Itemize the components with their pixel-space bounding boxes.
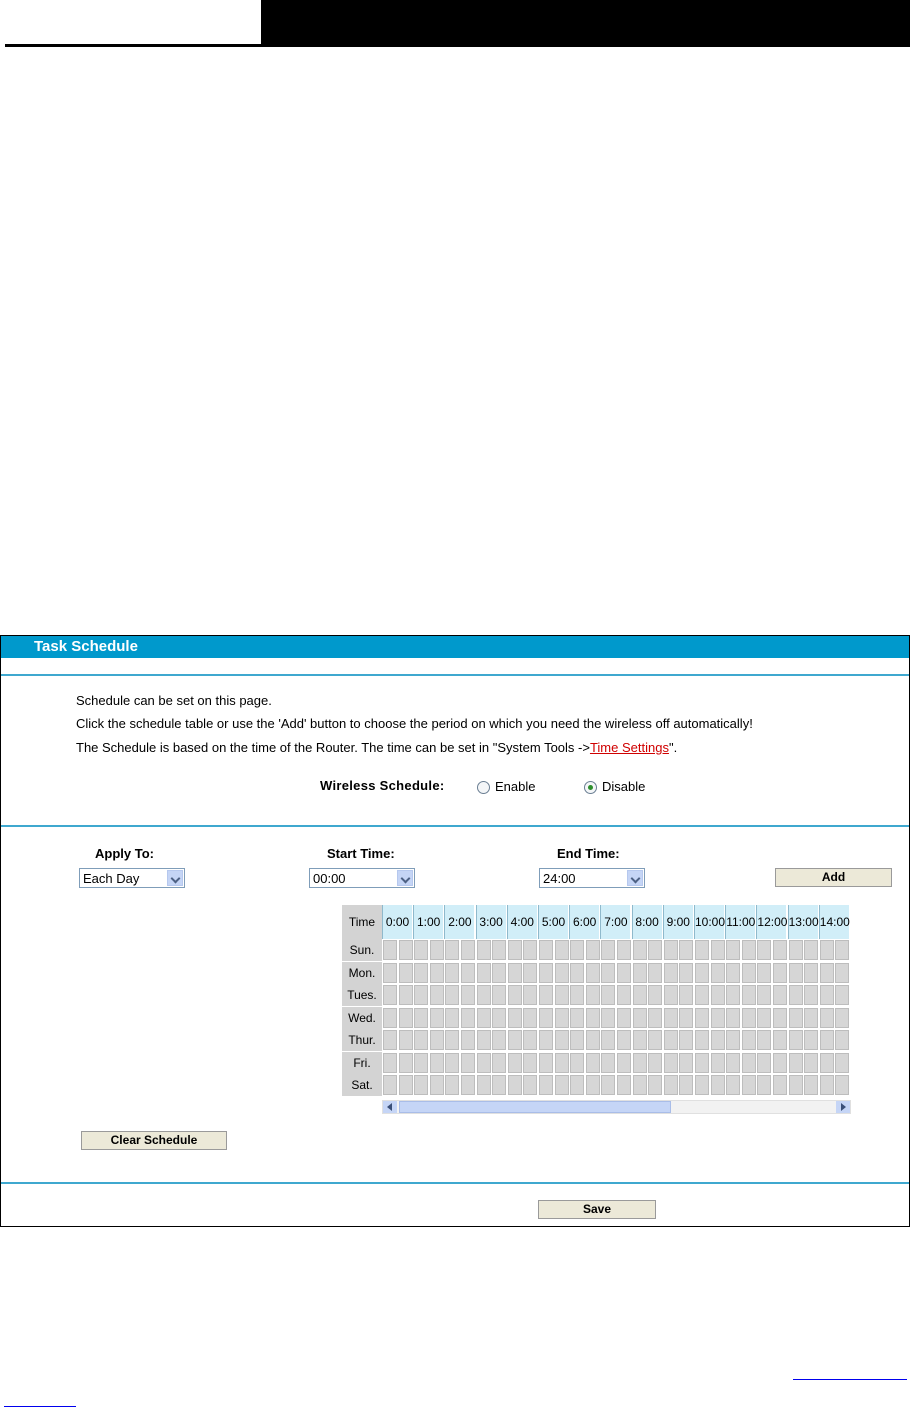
schedule-cell[interactable] (477, 1075, 491, 1095)
schedule-cell[interactable] (539, 963, 553, 983)
schedule-cell[interactable] (477, 963, 491, 983)
schedule-cell[interactable] (679, 1008, 693, 1028)
schedule-cell[interactable] (492, 1053, 506, 1073)
schedule-cell[interactable] (601, 1053, 615, 1073)
schedule-cell[interactable] (617, 1075, 631, 1095)
schedule-cell[interactable] (633, 985, 647, 1005)
schedule-cell[interactable] (617, 1008, 631, 1028)
schedule-cell[interactable] (555, 985, 569, 1005)
schedule-cell[interactable] (586, 1075, 600, 1095)
schedule-cell[interactable] (789, 1075, 803, 1095)
schedule-cell[interactable] (679, 1030, 693, 1050)
schedule-cell[interactable] (757, 1053, 771, 1073)
schedule-cell[interactable] (773, 963, 787, 983)
schedule-cell[interactable] (617, 940, 631, 960)
schedule-cell[interactable] (492, 1075, 506, 1095)
schedule-cell[interactable] (695, 940, 709, 960)
schedule-cell[interactable] (648, 1075, 662, 1095)
schedule-cell[interactable] (539, 940, 553, 960)
schedule-cell[interactable] (399, 1030, 413, 1050)
schedule-cell[interactable] (414, 985, 428, 1005)
schedule-cell[interactable] (648, 1008, 662, 1028)
schedule-cell[interactable] (617, 1030, 631, 1050)
schedule-cell[interactable] (445, 940, 459, 960)
schedule-cell[interactable] (601, 1030, 615, 1050)
schedule-cell[interactable] (508, 940, 522, 960)
schedule-cell[interactable] (477, 1008, 491, 1028)
schedule-cell[interactable] (711, 1008, 725, 1028)
divider-top (1, 674, 909, 676)
schedule-cell[interactable] (664, 940, 678, 960)
schedule-cell[interactable] (773, 1008, 787, 1028)
schedule-cell[interactable] (757, 940, 771, 960)
day-label: Fri. (342, 1052, 382, 1074)
schedule-cell[interactable] (445, 985, 459, 1005)
schedule-cell[interactable] (773, 985, 787, 1005)
hour-header: 1:00 (413, 905, 443, 939)
schedule-cell[interactable] (820, 1008, 834, 1028)
schedule-cell[interactable] (633, 940, 647, 960)
schedule-cell[interactable] (695, 1075, 709, 1095)
schedule-cell[interactable] (617, 1053, 631, 1073)
clear-schedule-button[interactable]: Clear Schedule (81, 1131, 227, 1150)
schedule-cell[interactable] (648, 985, 662, 1005)
schedule-cell[interactable] (633, 963, 647, 983)
schedule-cell[interactable] (679, 1075, 693, 1095)
schedule-cell[interactable] (742, 1075, 756, 1095)
schedule-cell[interactable] (477, 985, 491, 1005)
schedule-cell[interactable] (445, 1008, 459, 1028)
divider-middle (1, 825, 909, 827)
schedule-cell[interactable] (648, 1030, 662, 1050)
schedule-cell[interactable] (523, 985, 537, 1005)
schedule-cell[interactable] (430, 1075, 444, 1095)
schedule-cell[interactable] (445, 1053, 459, 1073)
day-label: Sat. (342, 1074, 382, 1096)
hour-header: 3:00 (476, 905, 506, 939)
schedule-cell[interactable] (695, 1008, 709, 1028)
schedule-cell[interactable] (508, 985, 522, 1005)
schedule-cell[interactable] (414, 940, 428, 960)
schedule-cell[interactable] (820, 940, 834, 960)
hour-header: 5:00 (538, 905, 568, 939)
top-rule (5, 44, 261, 47)
schedule-cell[interactable] (461, 1075, 475, 1095)
schedule-cell[interactable] (586, 1008, 600, 1028)
schedule-cell[interactable] (555, 1075, 569, 1095)
schedule-cell[interactable] (430, 1008, 444, 1028)
day-label: Tues. (342, 984, 382, 1006)
schedule-cell[interactable] (570, 963, 584, 983)
schedule-cell[interactable] (570, 1030, 584, 1050)
schedule-cell[interactable] (711, 1030, 725, 1050)
schedule-cell[interactable] (726, 1008, 740, 1028)
schedule-cell[interactable] (461, 985, 475, 1005)
wireless-schedule-enable-radio[interactable] (477, 781, 490, 794)
chevron-down-icon[interactable] (167, 870, 183, 886)
schedule-cell[interactable] (820, 1053, 834, 1073)
schedule-cell[interactable] (695, 1030, 709, 1050)
schedule-cell[interactable] (742, 1030, 756, 1050)
schedule-cell[interactable] (414, 1053, 428, 1073)
scroll-left-arrow[interactable] (383, 1101, 397, 1113)
schedule-cell[interactable] (399, 1075, 413, 1095)
schedule-cell[interactable] (477, 940, 491, 960)
schedule-cell[interactable] (430, 1030, 444, 1050)
schedule-cell[interactable] (773, 1030, 787, 1050)
schedule-cell[interactable] (757, 963, 771, 983)
schedule-cell[interactable] (617, 963, 631, 983)
apply-to-value: Each Day (83, 871, 140, 886)
day-label: Mon. (342, 962, 382, 984)
schedule-cell[interactable] (742, 963, 756, 983)
schedule-cell[interactable] (430, 940, 444, 960)
schedule-cell[interactable] (789, 963, 803, 983)
schedule-cell[interactable] (679, 940, 693, 960)
time-header: Time (342, 905, 382, 939)
schedule-cell[interactable] (523, 1008, 537, 1028)
schedule-cell[interactable] (555, 1008, 569, 1028)
schedule-cell[interactable] (804, 1053, 818, 1073)
arrow-right-icon (841, 1103, 846, 1111)
schedule-cell[interactable] (695, 985, 709, 1005)
schedule-cell[interactable] (586, 1053, 600, 1073)
schedule-cell[interactable] (664, 1053, 678, 1073)
schedule-cell[interactable] (601, 1075, 615, 1095)
disable-label: Disable (602, 779, 646, 794)
top-black-bar (261, 0, 910, 47)
schedule-cell[interactable] (492, 1030, 506, 1050)
hour-header: 13:00 (788, 905, 818, 939)
schedule-cell[interactable] (773, 1053, 787, 1073)
hour-header: 2:00 (444, 905, 474, 939)
schedule-cell[interactable] (711, 963, 725, 983)
schedule-cell[interactable] (461, 1030, 475, 1050)
hour-header: 8:00 (632, 905, 662, 939)
schedule-cell[interactable] (570, 1008, 584, 1028)
schedule-cell[interactable] (539, 985, 553, 1005)
panel-header (1, 636, 909, 658)
schedule-cell[interactable] (789, 940, 803, 960)
schedule-cell[interactable] (555, 963, 569, 983)
info-line-3-prefix: The Schedule is based on the time of the Router. The time can be set in "System Tools -> (76, 740, 590, 755)
schedule-cell[interactable] (445, 1075, 459, 1095)
schedule-cell[interactable] (383, 985, 397, 1005)
hour-header: 6:00 (569, 905, 599, 939)
schedule-cell[interactable] (835, 1075, 849, 1095)
schedule-cell[interactable] (804, 1008, 818, 1028)
schedule-cell[interactable] (601, 963, 615, 983)
schedule-cell[interactable] (679, 985, 693, 1005)
schedule-cell[interactable] (523, 940, 537, 960)
end-time-label: End Time: (557, 846, 620, 861)
schedule-cell[interactable] (461, 963, 475, 983)
task-schedule-panel (0, 635, 910, 1227)
schedule-cell[interactable] (789, 1053, 803, 1073)
schedule-cell[interactable] (601, 1008, 615, 1028)
schedule-cell[interactable] (789, 1030, 803, 1050)
schedule-cell[interactable] (664, 963, 678, 983)
schedule-cell[interactable] (835, 940, 849, 960)
schedule-cell[interactable] (570, 940, 584, 960)
schedule-cell[interactable] (633, 1053, 647, 1073)
schedule-cell[interactable] (633, 1030, 647, 1050)
schedule-cell[interactable] (492, 940, 506, 960)
schedule-cell[interactable] (648, 940, 662, 960)
schedule-cell[interactable] (383, 963, 397, 983)
schedule-cell[interactable] (445, 963, 459, 983)
schedule-cell[interactable] (555, 940, 569, 960)
schedule-cell[interactable] (804, 940, 818, 960)
schedule-cell[interactable] (601, 985, 615, 1005)
schedule-cell[interactable] (711, 940, 725, 960)
schedule-cell[interactable] (586, 963, 600, 983)
schedule-cell[interactable] (648, 1053, 662, 1073)
schedule-cell[interactable] (383, 940, 397, 960)
schedule-cell[interactable] (586, 1030, 600, 1050)
day-label: Sun. (342, 939, 382, 961)
schedule-cell[interactable] (399, 1008, 413, 1028)
hour-header: 12:00 (756, 905, 786, 939)
schedule-cell[interactable] (742, 985, 756, 1005)
schedule-cell[interactable] (555, 1053, 569, 1073)
schedule-cell[interactable] (633, 1008, 647, 1028)
schedule-cell[interactable] (383, 1075, 397, 1095)
hour-header: 10:00 (694, 905, 724, 939)
schedule-cell[interactable] (835, 1030, 849, 1050)
schedule-cell[interactable] (804, 1030, 818, 1050)
hour-header: 0:00 (382, 905, 412, 939)
schedule-cell[interactable] (679, 963, 693, 983)
schedule-cell[interactable] (726, 1030, 740, 1050)
schedule-cell[interactable] (523, 1075, 537, 1095)
schedule-cell[interactable] (835, 963, 849, 983)
hour-header: 14:00 (819, 905, 849, 939)
schedule-cell[interactable] (508, 1030, 522, 1050)
panel-title: Task Schedule (34, 638, 138, 655)
schedule-cell[interactable] (414, 963, 428, 983)
schedule-cell[interactable] (726, 985, 740, 1005)
schedule-cell[interactable] (773, 1075, 787, 1095)
info-line-3-suffix: ". (668, 740, 678, 755)
schedule-cell[interactable] (383, 1030, 397, 1050)
page-link-underline-2[interactable] (4, 1406, 76, 1407)
schedule-cell[interactable] (695, 963, 709, 983)
schedule-cell[interactable] (664, 1030, 678, 1050)
schedule-cell[interactable] (804, 1075, 818, 1095)
schedule-cell[interactable] (399, 963, 413, 983)
add-button[interactable]: Add (775, 868, 892, 887)
schedule-cell[interactable] (461, 1053, 475, 1073)
schedule-cell[interactable] (461, 1008, 475, 1028)
schedule-cell[interactable] (586, 940, 600, 960)
schedule-cell[interactable] (477, 1053, 491, 1073)
schedule-cell[interactable] (523, 963, 537, 983)
enable-label: Enable (495, 779, 536, 794)
hour-header: 4:00 (507, 905, 537, 939)
scroll-thumb[interactable] (399, 1101, 671, 1113)
schedule-cell[interactable] (617, 985, 631, 1005)
chevron-down-icon[interactable] (397, 870, 413, 886)
schedule-cell[interactable] (492, 985, 506, 1005)
schedule-cell[interactable] (726, 940, 740, 960)
schedule-cell[interactable] (757, 985, 771, 1005)
schedule-cell[interactable] (492, 963, 506, 983)
schedule-cell[interactable] (695, 1053, 709, 1073)
schedule-cell[interactable] (711, 1075, 725, 1095)
schedule-cell[interactable] (414, 1008, 428, 1028)
start-time-value: 00:00 (313, 871, 346, 886)
time-settings-link[interactable]: Time Settings (589, 740, 669, 755)
hour-header: 11:00 (725, 905, 755, 939)
radio-selected-dot (588, 785, 593, 790)
info-line-2: Click the schedule table or use the 'Add' button to choose the period on which you need the wireless off automatically! (76, 716, 753, 731)
schedule-cell[interactable] (539, 1030, 553, 1050)
page-link-underline-1[interactable] (793, 1379, 907, 1380)
schedule-cell[interactable] (523, 1053, 537, 1073)
chevron-down-icon[interactable] (627, 870, 643, 886)
schedule-cell[interactable] (820, 963, 834, 983)
schedule-cell[interactable] (726, 963, 740, 983)
info-line-1: Schedule can be set on this page. (76, 693, 272, 708)
end-time-select[interactable] (539, 868, 645, 888)
schedule-cell[interactable] (664, 1075, 678, 1095)
arrow-left-icon (387, 1103, 392, 1111)
hour-header: 7:00 (600, 905, 630, 939)
schedule-cell[interactable] (804, 985, 818, 1005)
schedule-cell[interactable] (601, 940, 615, 960)
schedule-cell[interactable] (742, 1053, 756, 1073)
start-time-select[interactable] (309, 868, 415, 888)
schedule-cell[interactable] (508, 1075, 522, 1095)
schedule-cell[interactable] (492, 1008, 506, 1028)
schedule-cell[interactable] (773, 940, 787, 960)
schedule-cell[interactable] (539, 1008, 553, 1028)
schedule-cell[interactable] (430, 985, 444, 1005)
schedule-cell[interactable] (399, 940, 413, 960)
schedule-cell[interactable] (508, 963, 522, 983)
start-time-label: Start Time: (327, 846, 395, 861)
apply-to-select[interactable] (79, 868, 185, 888)
schedule-cell[interactable] (820, 1075, 834, 1095)
schedule-cell[interactable] (430, 963, 444, 983)
schedule-cell[interactable] (555, 1030, 569, 1050)
schedule-cell[interactable] (399, 1053, 413, 1073)
schedule-cell[interactable] (445, 1030, 459, 1050)
schedule-cell[interactable] (664, 1008, 678, 1028)
schedule-cell[interactable] (586, 985, 600, 1005)
schedule-cell[interactable] (820, 985, 834, 1005)
scroll-right-arrow[interactable] (836, 1101, 850, 1113)
schedule-cell[interactable] (477, 1030, 491, 1050)
schedule-cell[interactable] (835, 1008, 849, 1028)
schedule-cell[interactable] (679, 1053, 693, 1073)
schedule-cell[interactable] (570, 1075, 584, 1095)
schedule-cell[interactable] (711, 985, 725, 1005)
schedule-cell[interactable] (757, 1030, 771, 1050)
schedule-scrollbar[interactable] (382, 1100, 851, 1114)
schedule-cell[interactable] (508, 1008, 522, 1028)
day-label: Thur. (342, 1029, 382, 1051)
schedule-cell[interactable] (820, 1030, 834, 1050)
schedule-cell[interactable] (523, 1030, 537, 1050)
schedule-cell[interactable] (633, 1075, 647, 1095)
schedule-cell[interactable] (383, 1053, 397, 1073)
schedule-cell[interactable] (789, 985, 803, 1005)
wireless-schedule-label: Wireless Schedule: (320, 778, 445, 793)
schedule-cell[interactable] (789, 1008, 803, 1028)
schedule-cell[interactable] (835, 1053, 849, 1073)
schedule-cell[interactable] (757, 1008, 771, 1028)
schedule-cell[interactable] (835, 985, 849, 1005)
save-button[interactable]: Save (538, 1200, 656, 1219)
schedule-cell[interactable] (383, 1008, 397, 1028)
schedule-cell[interactable] (414, 1030, 428, 1050)
end-time-value: 24:00 (543, 871, 576, 886)
schedule-cell[interactable] (414, 1075, 428, 1095)
apply-to-label: Apply To: (95, 846, 154, 861)
schedule-cell[interactable] (742, 1008, 756, 1028)
info-line-3 (76, 740, 677, 755)
schedule-cell[interactable] (539, 1075, 553, 1095)
schedule-cell[interactable] (742, 940, 756, 960)
schedule-cell[interactable] (648, 963, 662, 983)
schedule-cell[interactable] (399, 985, 413, 1005)
schedule-cell[interactable] (757, 1075, 771, 1095)
schedule-cell[interactable] (539, 1053, 553, 1073)
schedule-cell[interactable] (804, 963, 818, 983)
schedule-cell[interactable] (664, 985, 678, 1005)
schedule-cell[interactable] (726, 1053, 740, 1073)
schedule-cell[interactable] (711, 1053, 725, 1073)
divider-bottom (1, 1182, 909, 1184)
wireless-schedule-disable-radio[interactable] (584, 781, 597, 794)
schedule-cell[interactable] (430, 1053, 444, 1073)
schedule-cell[interactable] (570, 985, 584, 1005)
schedule-cell[interactable] (726, 1075, 740, 1095)
schedule-cell[interactable] (461, 940, 475, 960)
schedule-cell[interactable] (570, 1053, 584, 1073)
schedule-cell[interactable] (508, 1053, 522, 1073)
hour-header: 9:00 (663, 905, 693, 939)
day-label: Wed. (342, 1007, 382, 1029)
